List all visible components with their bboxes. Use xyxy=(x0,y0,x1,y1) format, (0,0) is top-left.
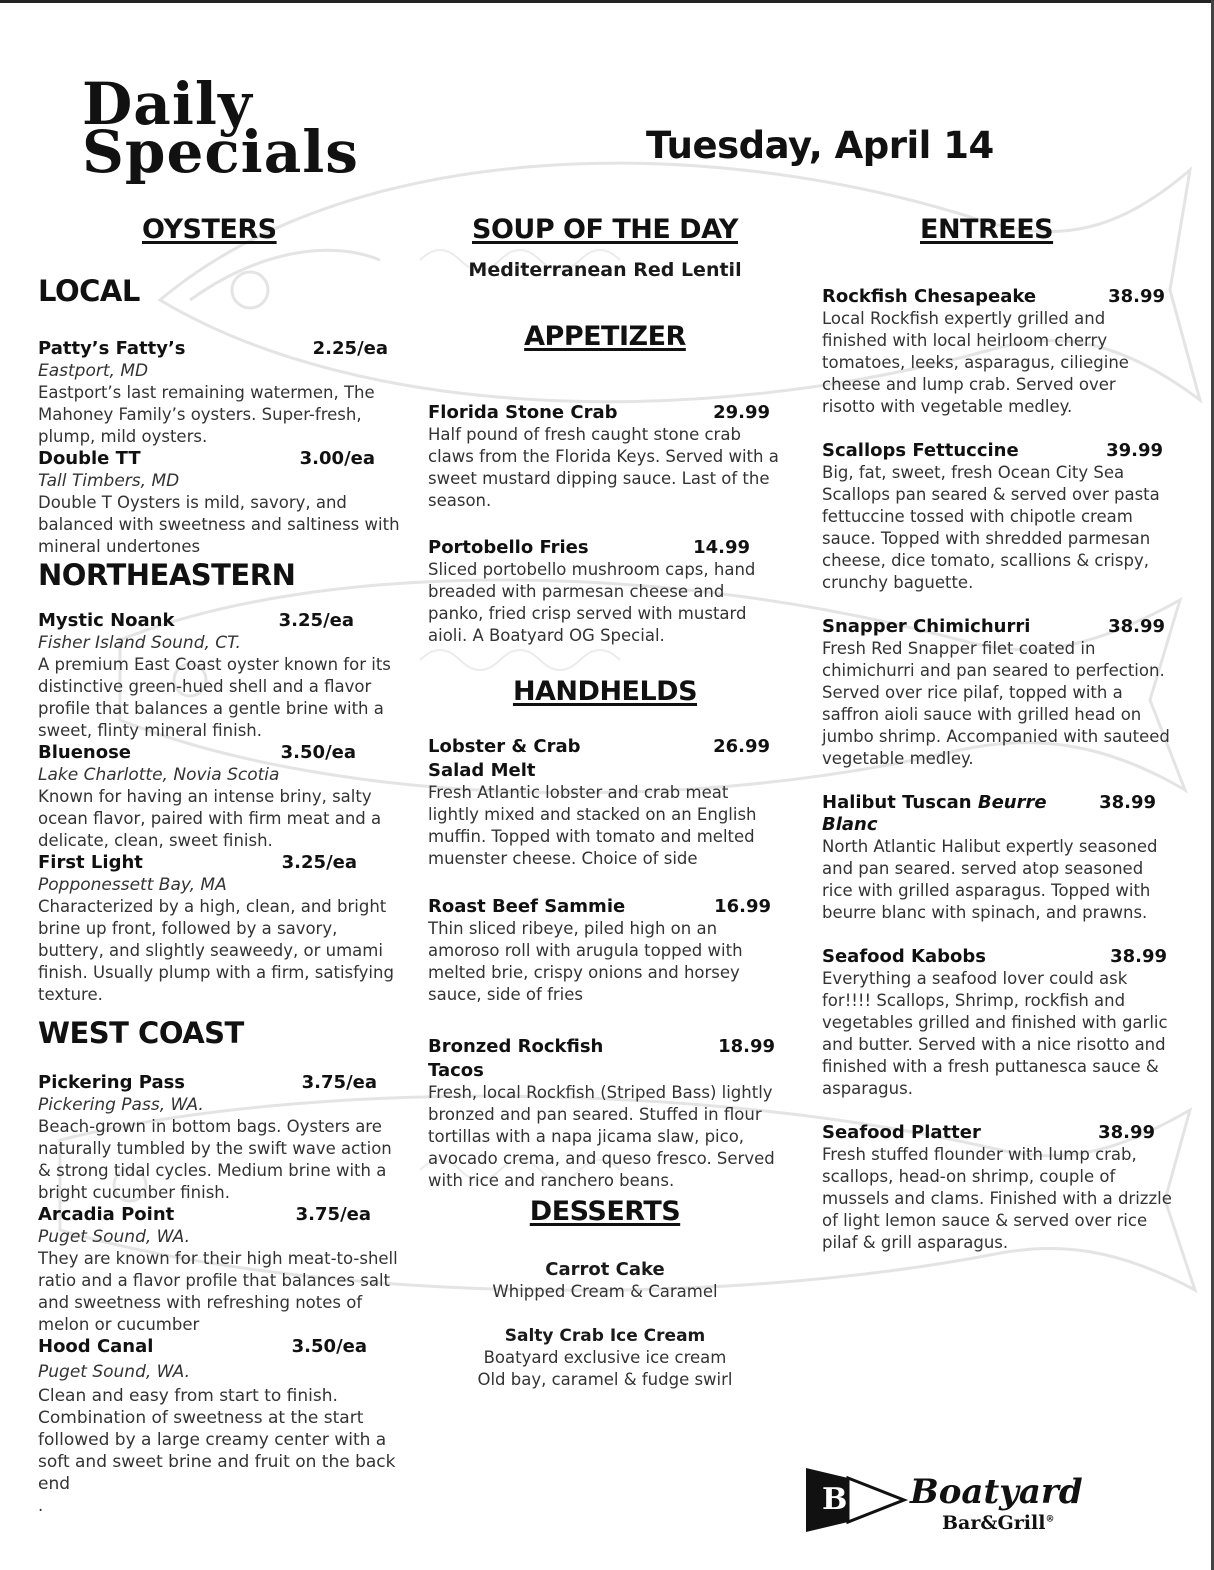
item-price: 29.99 xyxy=(713,402,770,423)
soup-name: Mediterranean Red Lentil xyxy=(468,259,742,281)
entrees-heading: ENTREES xyxy=(920,214,1054,245)
item-description: Eastport’s last remaining watermen, The Mahoney Family’s oysters. Super-fresh, plump, mild oysters. xyxy=(38,383,375,446)
menu-item xyxy=(38,1204,371,1226)
dessert-name: Carrot Cake xyxy=(545,1259,665,1280)
menu-item xyxy=(428,896,771,918)
item-price: 3.25/ea xyxy=(281,852,357,873)
menu-item xyxy=(38,852,357,874)
menu-item xyxy=(38,1336,367,1358)
item-price: 3.50/ea xyxy=(280,742,356,763)
menu-item xyxy=(428,736,770,758)
menu-date: Tuesday, April 14 xyxy=(646,124,994,167)
menu-item xyxy=(428,402,770,424)
item-name: Mystic Noank xyxy=(38,610,175,631)
item-location: Puget Sound, WA. xyxy=(38,1227,190,1247)
item-location: Eastport, MD xyxy=(38,361,149,381)
item-description: Fresh stuffed flounder with lump crab, scallops, head-on shrimp, couple of mussels and clams. Finished with a drizzle of light lemon sauce & served over rice pilaf & grill asparagus. xyxy=(822,1145,1172,1252)
item-name: Portobello Fries xyxy=(428,537,589,558)
item-description: Known for having an intense briny, salty ocean flavor, paired with firm meat and a delicate, clean, sweet finish. xyxy=(38,787,382,850)
item-name: Snapper Chimichurri xyxy=(822,616,1031,637)
item-name: Scallops Fettuccine xyxy=(822,440,1019,461)
item-description: Fresh, local Rockfish (Striped Bass) lightly bronzed and pan seared. Stuffed in flour tortillas with a napa jicama slaw, pico, avocado crema, and queso fresco. Served with rice and ranchero beans. xyxy=(428,1083,775,1190)
item-name: Seafood Platter xyxy=(822,1122,981,1143)
region-heading: NORTHEASTERN xyxy=(38,558,296,592)
appetizer-items xyxy=(428,402,780,647)
item-description: A premium East Coast oyster known for its distinctive green-hued shell and a flavor profile that balances a gentle brine with a sweet, flinty mineral finish. xyxy=(38,655,391,740)
item-location: Fisher Island Sound, CT. xyxy=(38,633,241,653)
item-name: Bronzed Rockfish xyxy=(428,1036,604,1057)
appetizer-heading: APPETIZER xyxy=(524,321,686,352)
item-price: 38.99 xyxy=(1110,946,1167,967)
item-name xyxy=(822,792,1099,836)
desserts-section xyxy=(420,1196,790,1391)
dessert-description: Whipped Cream & Caramel xyxy=(492,1282,718,1301)
dessert-name: Salty Crab Ice Cream xyxy=(504,1326,706,1346)
item-description: Double T Oysters is mild, savory, and balanced with sweetness and saltiness with mineral undertones xyxy=(38,493,400,556)
desserts-heading: DESSERTS xyxy=(529,1196,681,1227)
handhelds-section xyxy=(420,676,790,707)
item-price: 14.99 xyxy=(693,537,750,558)
item-price: 18.99 xyxy=(718,1036,775,1057)
menu-item xyxy=(822,792,1156,836)
item-name: Patty’s Fatty’s xyxy=(38,338,186,359)
logo-subtitle-text: Bar&Grill xyxy=(942,1512,1046,1534)
item-price: 3.75/ea xyxy=(295,1204,371,1225)
item-description: Characterized by a high, clean, and bright brine up front, followed by a savory, buttery, and slightly seaweedy, or umami finish. Usually plump with a firm, satisfying texture. xyxy=(38,897,394,1004)
item-name-continued: Tacos xyxy=(428,1060,484,1081)
menu-item xyxy=(38,448,375,470)
logo-subtitle xyxy=(942,1512,1054,1534)
item-name-continued: Salad Melt xyxy=(428,760,536,781)
item-location: Lake Charlotte, Novia Scotia xyxy=(38,765,280,785)
item-name-italic: Beurre Blanc xyxy=(822,792,1047,835)
item-location: Pickering Pass, WA. xyxy=(38,1095,204,1115)
item-description: North Atlantic Halibut expertly seasoned and pan seared. served atop seasoned rice with grilled asparagus. Topped with beurre blanc with spinach, and prawns. xyxy=(822,837,1158,922)
item-name: Florida Stone Crab xyxy=(428,402,618,423)
item-name: Lobster & Crab xyxy=(428,736,581,757)
item-location: Popponessett Bay, MA xyxy=(38,875,227,895)
item-name: Bluenose xyxy=(38,742,132,763)
item-description: Clean and easy from start to finish. Combination of sweetness at the start followed by a large creamy center with a soft and sweet brine and fruit on the back end xyxy=(38,1386,396,1494)
item-price: 3.25/ea xyxy=(278,610,354,631)
item-price: 2.25/ea xyxy=(312,338,388,359)
item-name: Pickering Pass xyxy=(38,1072,186,1093)
item-name: Seafood Kabobs xyxy=(822,946,986,967)
item-price: 38.99 xyxy=(1108,616,1165,637)
item-name: First Light xyxy=(38,852,143,873)
title-line-2: Specials xyxy=(82,118,359,186)
item-name-line-2 xyxy=(428,1060,782,1082)
item-price: 16.99 xyxy=(714,896,771,917)
dessert-description: Boatyard exclusive ice cream xyxy=(483,1348,727,1367)
region-heading: LOCAL xyxy=(38,274,140,308)
menu-item xyxy=(38,1072,377,1094)
menu-item xyxy=(822,286,1165,308)
logo-name: Boatyard xyxy=(910,1472,1083,1512)
title-line-1: Daily xyxy=(82,70,253,138)
region-heading: WEST COAST xyxy=(38,1016,244,1050)
item-description: Fresh Red Snapper filet coated in chimichurri and pan seared to perfection. Served over rice pilaf, topped with a saffron aioli sauce with grilled head on jumbo shrimp. Accompanied with sauteed vegetable medley. xyxy=(822,639,1170,768)
item-price: 3.00/ea xyxy=(299,448,375,469)
item-description: They are known for their high meat-to-shell ratio and a flavor profile that balances salt and sweetness with refreshing notes of melon or cucumber xyxy=(38,1249,398,1334)
item-price: 39.99 xyxy=(1106,440,1163,461)
menu-item xyxy=(428,537,750,559)
item-name: Rockfish Chesapeake xyxy=(822,286,1037,307)
item-name-line-2 xyxy=(428,760,782,782)
menu-item xyxy=(822,1122,1155,1144)
item-description: Local Rockfish expertly grilled and finished with local heirloom cherry tomatoes, leeks, asparagus, ciliegine cheese and lump crab. Served over risotto with vegetable medley. xyxy=(822,309,1129,416)
daily-specials-title xyxy=(82,70,359,186)
handheld-items xyxy=(428,736,782,1192)
item-description: Sliced portobello mushroom caps, hand breaded with parmesan cheese and panko, fried crisp served with mustard aioli. A Boatyard OG Special. xyxy=(428,560,756,645)
menu-item xyxy=(38,610,354,632)
item-price: 3.75/ea xyxy=(301,1072,377,1093)
item-price: 38.99 xyxy=(1108,286,1165,307)
item-name: Arcadia Point xyxy=(38,1204,175,1225)
item-description: Half pound of fresh caught stone crab claws from the Florida Keys. Served with a sweet mustard dipping sauce. Last of the season. xyxy=(428,425,779,510)
handhelds-heading: HANDHELDS xyxy=(512,676,698,707)
item-description: Fresh Atlantic lobster and crab meat lightly mixed and stacked on an English muffin. Topped with tomato and melted muenster cheese. Choice of side xyxy=(428,783,757,868)
oysters-west-coast-region xyxy=(38,1016,400,1517)
dessert-description: Old bay, caramel & fudge swirl xyxy=(477,1370,733,1389)
menu-item xyxy=(822,946,1167,968)
entree-items xyxy=(822,286,1174,1254)
item-price: 38.99 xyxy=(1098,1122,1155,1143)
item-name: Hood Canal xyxy=(38,1336,154,1357)
oysters-northeastern-region xyxy=(38,558,400,1006)
menu-item xyxy=(428,1036,775,1058)
menu-item xyxy=(822,440,1163,462)
item-location: Puget Sound, WA. xyxy=(38,1362,190,1382)
item-price: 26.99 xyxy=(713,736,770,757)
menu-item xyxy=(822,616,1165,638)
menu-item xyxy=(38,338,388,360)
trailing-dot: . xyxy=(38,1496,44,1515)
item-description: Everything a seafood lover could ask for!!!! Scallops, Shrimp, rockfish and vegetables grilled and finished with garlic and butter. Served with a nice risotto and finished with a fresh puttanesca sauce & asparagus. xyxy=(822,969,1168,1098)
item-price: 3.50/ea xyxy=(291,1336,367,1357)
middle-column xyxy=(420,214,790,352)
item-description: Beach-grown in bottom bags. Oysters are naturally tumbled by the swift wave action & strong tidal cycles. Medium brine with a bright cucumber finish. xyxy=(38,1117,392,1202)
item-name: Double TT xyxy=(38,448,141,469)
item-name: Roast Beef Sammie xyxy=(428,896,626,917)
item-description: Thin sliced ribeye, piled high on an amoroso roll with arugula topped with melted brie, crispy onions and horsey sauce, side of fries xyxy=(428,919,743,1004)
oysters-local-region xyxy=(38,274,400,558)
item-description: Big, fat, sweet, fresh Ocean City Sea Scallops pan seared & served over pasta fettuccine tossed with chipotle cream sauce. Topped with shredded parmesan cheese, dice tomato, scallions & crispy, crunchy baguette. xyxy=(822,463,1160,592)
pennant-flag-icon xyxy=(804,1464,914,1536)
item-location: Tall Timbers, MD xyxy=(38,471,180,491)
menu-item xyxy=(38,742,356,764)
logo-registered-mark: ® xyxy=(1045,1514,1055,1525)
soup-heading: SOUP OF THE DAY xyxy=(472,214,738,245)
item-price: 38.99 xyxy=(1099,792,1156,813)
oysters-heading: OYSTERS xyxy=(142,214,277,245)
logo-mark: B xyxy=(822,1482,848,1517)
item-name-text: Halibut Tuscan xyxy=(822,792,978,813)
